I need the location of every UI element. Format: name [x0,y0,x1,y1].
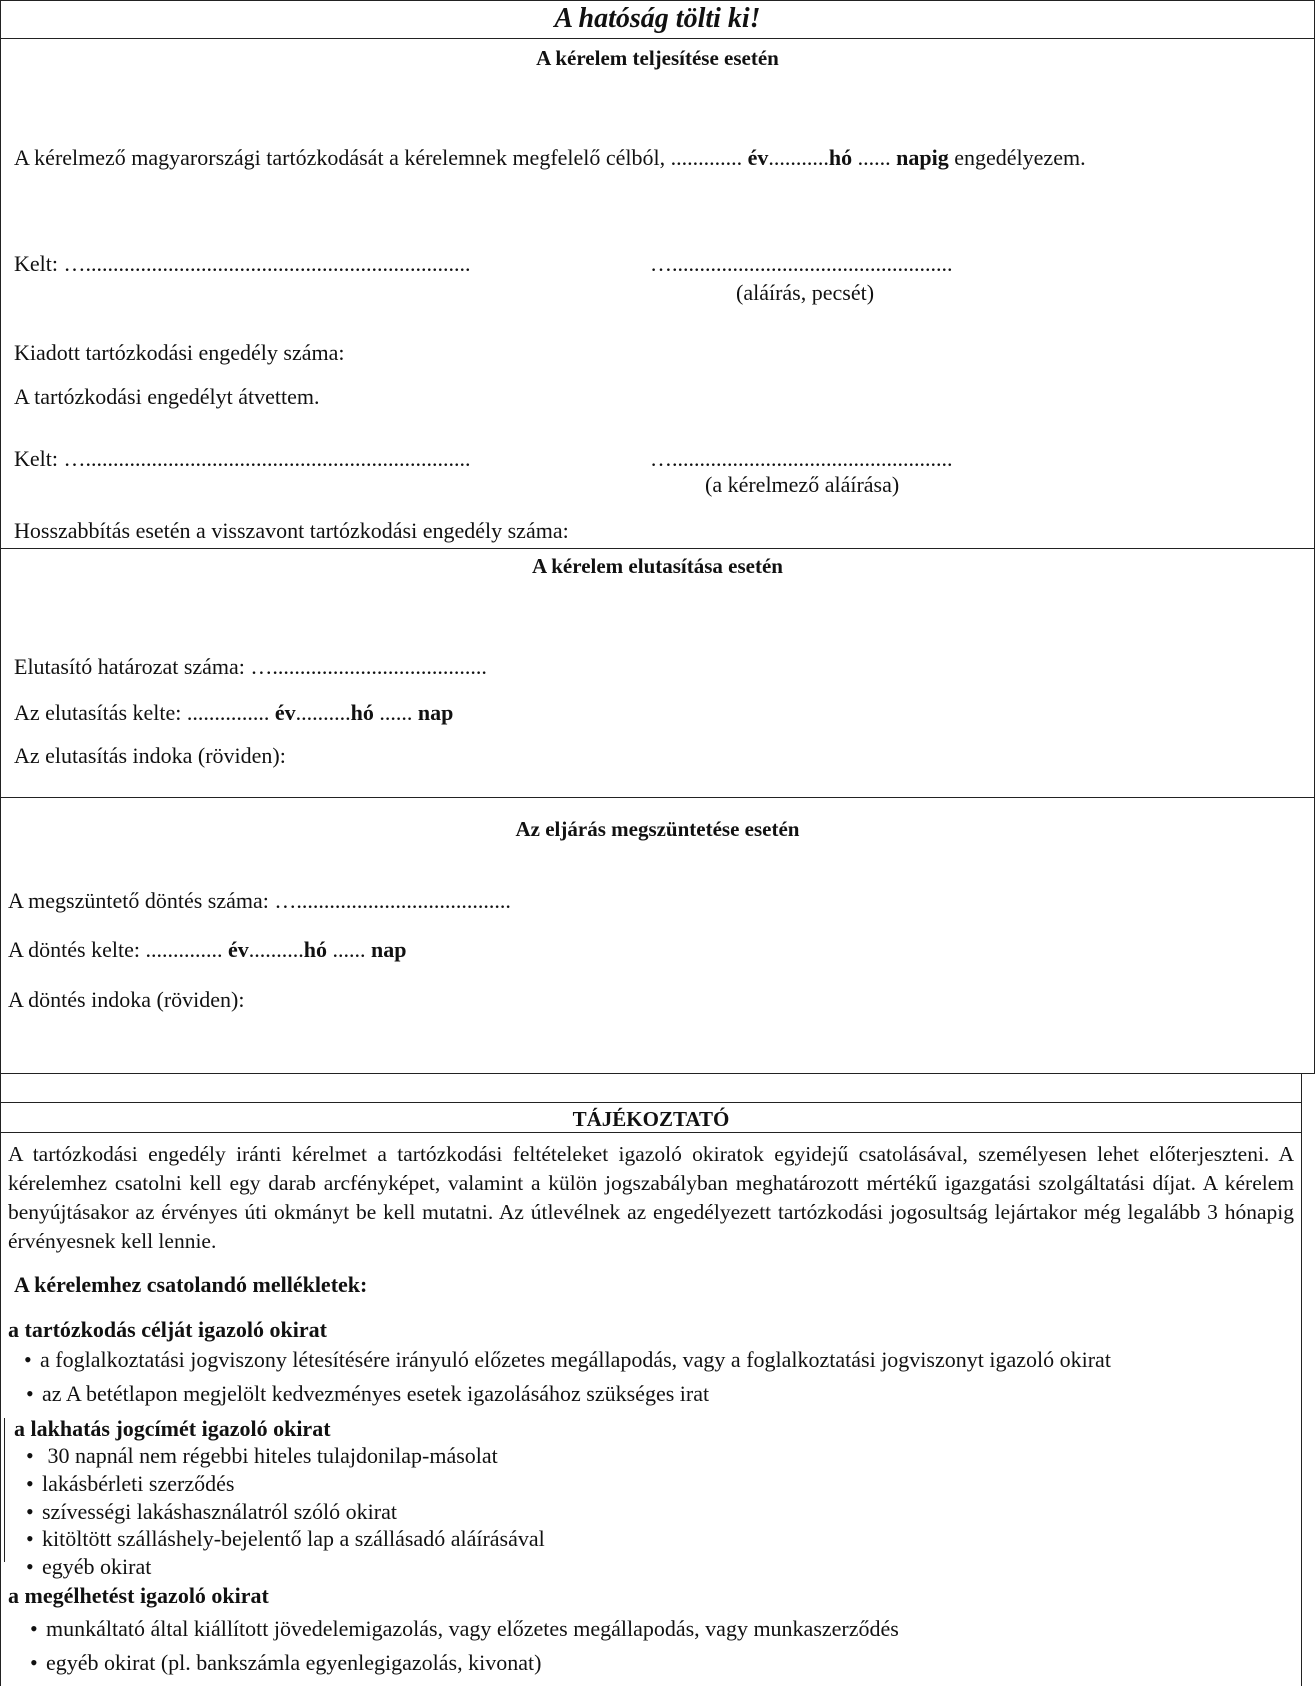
list-item: • egyéb okirat (pl. bankszámla egyenlegigazolás, kivonat) [30,1650,541,1676]
list-item: • munkáltató által kiállított jövedelemigazolás, vagy előzetes megállapodás, vagy munkaszerződés [30,1616,899,1642]
list-item: • a foglalkoztatási jogviszony létesítésére irányuló előzetes megállapodás, vagy a foglalkoztatási jogviszonyt igazoló okirat [24,1347,1111,1373]
divider [0,1102,1302,1103]
frame-border [4,1418,5,1562]
termination-section-title: Az eljárás megszüntetése esetén [515,817,800,841]
applicant-signature-label: (a kérelmező aláírása) [705,472,900,497]
info-title: TÁJÉKOZTATÓ [572,1107,730,1131]
rejection-number: Elutasító határozat száma: …....................................... [14,654,487,679]
permit-received: A tartózkodási engedélyt átvettem. [14,384,320,409]
receipt-date-field: Kelt: …...................................................................... [14,446,471,471]
list-item: • az A betétlapon megjelölt kedvezményes esetek igazolásához szükséges irat [26,1381,709,1407]
livelihood-docs-title: a megélhetést igazoló okirat [8,1583,269,1608]
attachments-title: A kérelemhez csatolandó mellékletek: [14,1272,368,1297]
frame-border [0,1074,1,1686]
approval-signature-line: …................................................... [650,251,953,276]
list-item: • kitöltött szálláshely-bejelentő lap a szállásadó aláírásával [26,1526,545,1552]
info-paragraph: A tartózkodási engedély iránti kérelmet a tartózkodási feltételeket igazoló okiratok egyidejű csatolásával, személyesen lehet előterjeszteni. A kérelemhez csatolni kell egy darab arcfényképet, valamint a külön jogszabályban meghatározott mértékű igazgatási szolgáltatási díjat. A kérelem benyújtásakor az érvényes úti okmányt be kell mutatni. Az útlevélnek az engedélyezett tartózkodási jogosultság lejártakor még legalább 3 hónapig érvényesnek kell lennie. [8,1142,1294,1253]
housing-docs-title: a lakhatás jogcímét igazoló okirat [14,1416,331,1441]
termination-number: A megszüntető döntés száma: …....................................... [8,888,511,913]
approval-section-title: A kérelem teljesítése esetén [536,46,779,70]
rejection-section-title: A kérelem elutasítása esetén [532,554,783,578]
divider [0,38,1315,39]
divider [0,1132,1302,1133]
list-item: • egyéb okirat [26,1554,151,1580]
purpose-docs-title: a tartózkodás célját igazoló okirat [8,1317,327,1342]
divider [0,797,1315,798]
rejection-reason: Az elutasítás indoka (röviden): [14,743,286,768]
approval-permit-line: A kérelmező magyarországi tartózkodását a kérelemnek megfelelő célból, ............. év...........hó ...... napig engedélyezem. [14,145,1086,170]
applicant-signature-line: …................................................... [650,446,953,471]
list-item: • lakásbérleti szerződés [26,1471,234,1497]
termination-date: A döntés kelte: .............. év..........hó ...... nap [8,937,407,962]
approval-signature-label: (aláírás, pecsét) [736,280,875,305]
approval-date-field: Kelt: …...................................................................... [14,251,471,276]
list-item: • szívességi lakáshasználatról szóló okirat [26,1499,397,1525]
frame-border [1301,1074,1302,1686]
divider [0,548,1315,549]
termination-reason: A döntés indoka (röviden): [8,987,245,1012]
rejection-date: Az elutasítás kelte: ............... év..........hó ...... nap [14,700,454,725]
issued-permit-number: Kiadott tartózkodási engedély száma: [14,340,345,365]
revoked-permit-number: Hosszabbítás esetén a visszavont tartózkodási engedély száma: [14,518,569,543]
list-item: • 30 napnál nem régebbi hiteles tulajdonilap-másolat [26,1443,498,1469]
authority-title: A hatóság tölti ki! [554,3,761,34]
